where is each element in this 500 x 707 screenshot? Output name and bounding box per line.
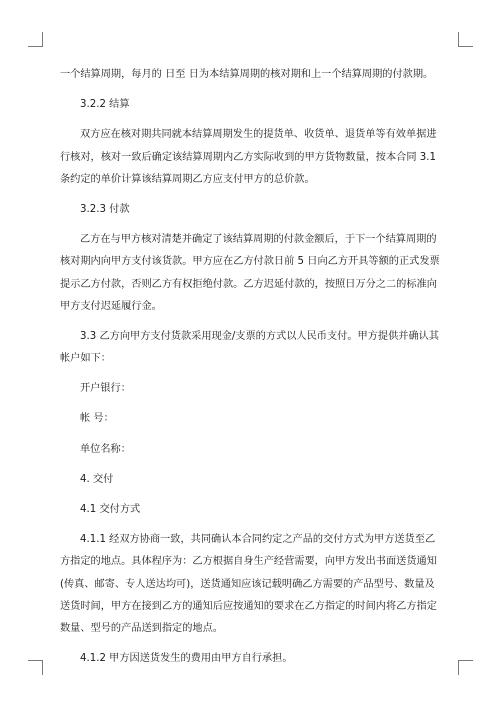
- section-heading: [60, 378, 442, 400]
- paragraph-spacing: [60, 370, 442, 378]
- text-line: 3.3 乙方向甲方支付货款采用现金/支票的方式以人民币支付。甲方提供并确认其: [80, 330, 440, 342]
- text-line: 数量、型号的产品送到指定的地点。: [60, 622, 223, 634]
- text-line: 3.2.3 付款: [80, 203, 130, 215]
- body-paragraph: [60, 326, 442, 370]
- paragraph-spacing: [60, 640, 442, 648]
- text-line: 帐 号：: [80, 413, 114, 425]
- paragraph-spacing: [60, 521, 442, 529]
- text-line: 开户银行：: [80, 383, 131, 395]
- document-body: [60, 64, 442, 678]
- body-paragraph: [60, 124, 442, 191]
- paragraph-spacing: [60, 116, 442, 124]
- text-line: 提示乙方付款，否则乙方有权拒绝付款。乙方迟延付款的，按照日万分之二的标准向: [60, 278, 437, 290]
- section-heading: [60, 94, 442, 116]
- crop-mark-top-left: [28, 32, 43, 47]
- text-line: 乙方在与甲方核对清楚并确定了该结算周期的付款金额后，于下一个结算周期的: [80, 234, 437, 246]
- text-line: (传真、邮寄、专人送达均可)，送货通知应该记载明确乙方需要的产品型号、数量及: [60, 578, 435, 590]
- text-line: 双方应在核对期共同就本结算周期发生的提货单、收货单、退货单等有效单据进: [80, 129, 437, 141]
- text-line: 行核对，核对一致后确定该结算周期内乙方实际收到的甲方货物数量，按本合同 3.1: [60, 151, 436, 163]
- section-heading: [60, 469, 442, 491]
- crop-mark-bottom-left: [28, 660, 43, 675]
- text-line: 方指定的地点。具体程序为：乙方根据自身生产经营需要，向甲方发出书面送货通知: [60, 556, 437, 568]
- text-line: 4. 交付: [80, 473, 114, 485]
- paragraph-spacing: [60, 400, 442, 408]
- paragraph-spacing: [60, 431, 442, 439]
- body-paragraph: [60, 64, 442, 86]
- body-paragraph: [60, 229, 442, 318]
- text-line: 条约定的单价计算该结算周期乙方应支付甲方的总价款。: [60, 173, 315, 185]
- paragraph-spacing: [60, 491, 442, 499]
- section-heading: [60, 648, 442, 670]
- text-line: 单位名称：: [80, 443, 131, 455]
- section-heading: [60, 408, 442, 430]
- paragraph-spacing: [60, 318, 442, 326]
- paragraph-spacing: [60, 221, 442, 229]
- text-line: 送货时间，甲方在接到乙方的通知后应按通知的要求在乙方指定的时间内将乙方指定: [60, 600, 437, 612]
- crop-mark-bottom-right: [458, 660, 473, 675]
- section-heading: [60, 499, 442, 521]
- text-line: 一个结算周期，每月的 日至 日为本结算周期的核对期和上一个结算周期的付款期。: [60, 69, 434, 80]
- text-line: 4.1 交付方式: [80, 504, 141, 515]
- text-line: 甲方支付迟延履行金。: [60, 300, 162, 312]
- paragraph-spacing: [60, 670, 442, 678]
- text-line: 帐户如下：: [60, 353, 111, 365]
- text-line: 4.1.2 甲方因送货发生的费用由甲方自行承担。: [80, 653, 293, 665]
- section-heading: [60, 199, 442, 221]
- body-paragraph: [60, 529, 442, 640]
- text-line: 核对期内向甲方支付该货款。甲方应在乙方付款日前 5 日向乙方开具等额的正式发票: [60, 256, 440, 268]
- paragraph-spacing: [60, 191, 442, 199]
- text-line: 3.2.2 结算: [80, 99, 130, 111]
- text-line: 4.1.1 经双方协商一致，共同确认本合同约定之产品的交付方式为甲方送货至乙: [80, 534, 436, 546]
- paragraph-spacing: [60, 86, 442, 94]
- section-heading: [60, 439, 442, 461]
- paragraph-spacing: [60, 461, 442, 469]
- crop-mark-top-right: [458, 32, 473, 47]
